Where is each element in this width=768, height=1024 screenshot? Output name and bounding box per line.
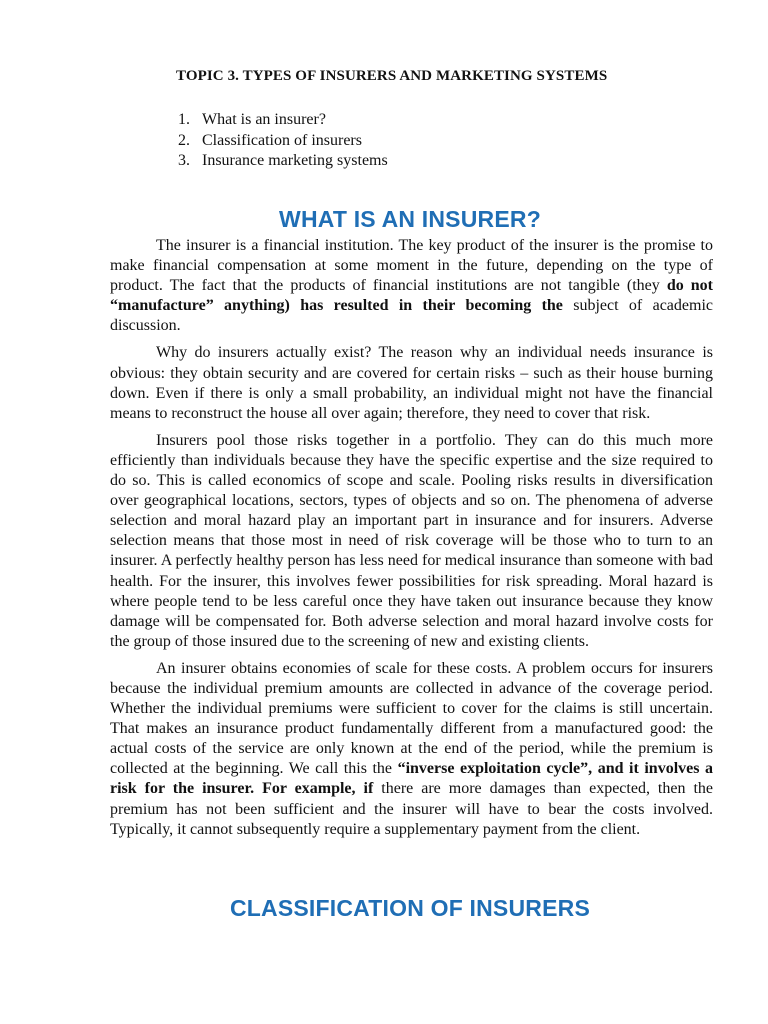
paragraph (110, 659, 713, 840)
section-heading-what-is-an-insurer: WHAT IS AN INSURER? (279, 206, 541, 232)
toc-item-text: Classification of insurers (202, 131, 362, 149)
table-of-contents (178, 110, 388, 172)
paragraph-bold-text: do not “manufacture” anything) has resulted in their becoming the (110, 277, 714, 315)
paragraph-text: Insurers pool those risks together in a portfolio. They can do this much more efficiently than individuals because they have the specific expertise and the size required to do so. This is called economics of scope and scale. Pooling risks results in diversification over geographical locations, sectors, types of objects and so on. The phenomena of adverse selection and moral hazard play an important part in insurance and for insurers. Adverse selection means that those most in need of risk coverage will be those who to turn to an insurer. A perfectly healthy person has less need for medical insurance than someone with bad health. For the insurer, this involves fewer possibilities for risk spreading. Moral hazard is where people tend to be less careful once they have taken out insurance because they know damage will be compensated for. Both adverse selection and moral hazard involve costs for the group of those insured due to the screening of new and existing clients. (110, 431, 713, 650)
paragraph-text: The insurer is a financial institution. The key product of the insurer is the promise to make financial compensation at some moment in the future, depending on the type of product. The fact that the products of financial institutions are not tangible (they (110, 237, 713, 295)
section-heading-classification-of-insurers: CLASSIFICATION OF INSURERS (229, 895, 590, 921)
toc-item-text: Insurance marketing systems (202, 152, 388, 169)
paragraph (110, 236, 713, 336)
paragraph-text: there are more damages than expected, then the premium has not been sufficient and the insurer will have to bear the costs involved. Typically, it cannot subsequently require a supplementary payment from the client. (110, 780, 714, 838)
toc-item-number: 3. (178, 152, 190, 169)
body-text (110, 236, 713, 847)
toc-item (178, 131, 388, 152)
paragraph-text: An insurer obtains economies of scale for these costs. A problem occurs for insurers because the individual premium amounts are collected in advance of the coverage period. Whether the individual premiums were sufficient to cover for the claims is still uncertain. That makes an insurance product fundamentally different from a manufactured good: the actual costs of the service are only known at the end of the period, while the premium is collected at the beginning. We call this the (110, 659, 713, 778)
topic-title: TOPIC 3. TYPES OF INSURERS AND MARKETING SYSTEMS (176, 68, 608, 84)
toc-item-number: 2. (178, 131, 190, 149)
paragraph (110, 343, 713, 423)
paragraph (110, 431, 713, 652)
toc-item-text: What is an insurer? (202, 111, 326, 128)
paragraph-bold-text: “inverse exploitation cycle”, and it involves a risk for the insurer. For example, if (110, 760, 714, 798)
paragraph-text: Why do insurers actually exist? The reason why an individual needs insurance is obvious: they obtain security and are covered for certain risks – such as their house burning down. Even if there is only a small probability, an individual might not have the financial means to reconstruct the house all over again; therefore, they need to cover that risk. (110, 344, 713, 422)
paragraph-text: subject of academic discussion. (110, 297, 713, 335)
toc-item (178, 151, 388, 172)
toc-item (178, 110, 388, 131)
toc-item-number: 1. (178, 111, 190, 128)
